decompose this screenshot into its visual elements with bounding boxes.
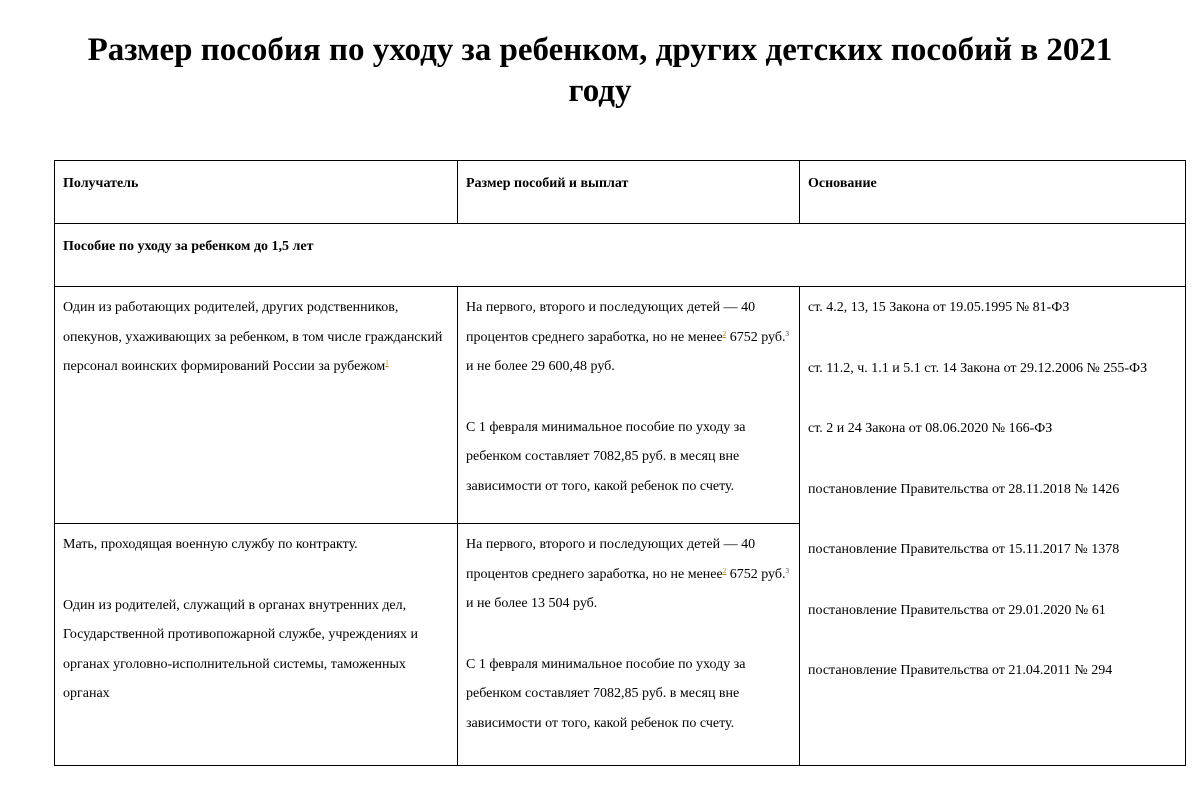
- basis-cell: [800, 287, 1186, 766]
- amount-paragraph: [466, 293, 791, 382]
- recipient-cell: [55, 524, 458, 766]
- amount-text: и не более 29 600,48 руб.: [466, 359, 615, 374]
- basis-item: постановление Правительства от 15.11.2017 № 1378: [808, 542, 1120, 557]
- basis-item: постановление Правительства от 28.11.2018 № 1426: [808, 481, 1120, 497]
- section-title: Пособие по уходу за ребенком до 1,5 лет: [55, 224, 1186, 287]
- basis-item: ст. 11.2, ч. 1.1 и 5.1 ст. 14 Закона от 29.12.2006 № 255-ФЗ: [808, 360, 1148, 376]
- basis-item: постановление Правительства от 29.01.2020 № 61: [808, 602, 1106, 618]
- header-recipient: Получатель: [55, 161, 458, 224]
- footnote-mark: 3: [785, 566, 789, 575]
- amount-text: На первого, второго и последующих детей — 40 процентов среднего заработка, но не менее: [466, 300, 756, 345]
- page-title: Размер пособия по уходу за ребенком, других детских пособий в 2021 году: [87, 32, 1113, 109]
- recipient-text: Один из работающих родителей, других родственников, опекунов, ухаживающих за ребенком, в том числе гражданский персонал воинских формирований России за рубежом: [63, 300, 443, 374]
- amount-cell: [458, 524, 800, 766]
- amount-paragraph: [466, 530, 791, 619]
- basis-item: постановление Правительства от 21.04.2011 № 294: [808, 663, 1113, 678]
- amount-note-paragraph: С 1 февраля минимальное пособие по уходу за ребенком составляет 7082,85 руб. в месяц вне зависимости от того, какой ребенок по счету.: [466, 419, 746, 494]
- amount-text: 6752 руб.: [726, 329, 786, 345]
- amount-text: и не более 13 504 руб.: [466, 596, 598, 611]
- table-header-row: [55, 161, 1186, 224]
- amount-text: 6752 руб.: [726, 566, 786, 582]
- recipient-text: Один из родителей, служащий в органах внутренних дел, Государственной противопожарной службе, учреждениях и органах уголовно-исполнительной системы, таможенных органах: [63, 597, 419, 701]
- amount-text: На первого, второго и последующих детей — 40 процентов среднего заработка, но не менее: [466, 537, 756, 582]
- footnote-link[interactable]: 2: [722, 566, 727, 575]
- basis-item: ст. 2 и 24 Закона от 08.06.2020 № 166-ФЗ: [808, 421, 1053, 436]
- header-basis: Основание: [800, 161, 1186, 224]
- footnote-link[interactable]: 2: [722, 329, 727, 338]
- recipient-text: Мать, проходящая военную службу по контракту.: [63, 537, 358, 552]
- basis-item: ст. 4.2, 13, 15 Закона от 19.05.1995 № 81-ФЗ: [808, 300, 1070, 315]
- section-row: [55, 224, 1186, 287]
- header-amount: Размер пособий и выплат: [458, 161, 800, 224]
- footnote-mark: 3: [785, 329, 789, 338]
- footnote-link[interactable]: 1: [385, 359, 389, 367]
- recipient-cell: [55, 287, 458, 524]
- amount-note-paragraph: С 1 февраля минимальное пособие по уходу за ребенком составляет 7082,85 руб. в месяц вне зависимости от того, какой ребенок по счету.: [466, 656, 746, 731]
- amount-cell: [458, 287, 800, 524]
- table-row: [55, 287, 1186, 524]
- benefits-table: [54, 160, 1186, 766]
